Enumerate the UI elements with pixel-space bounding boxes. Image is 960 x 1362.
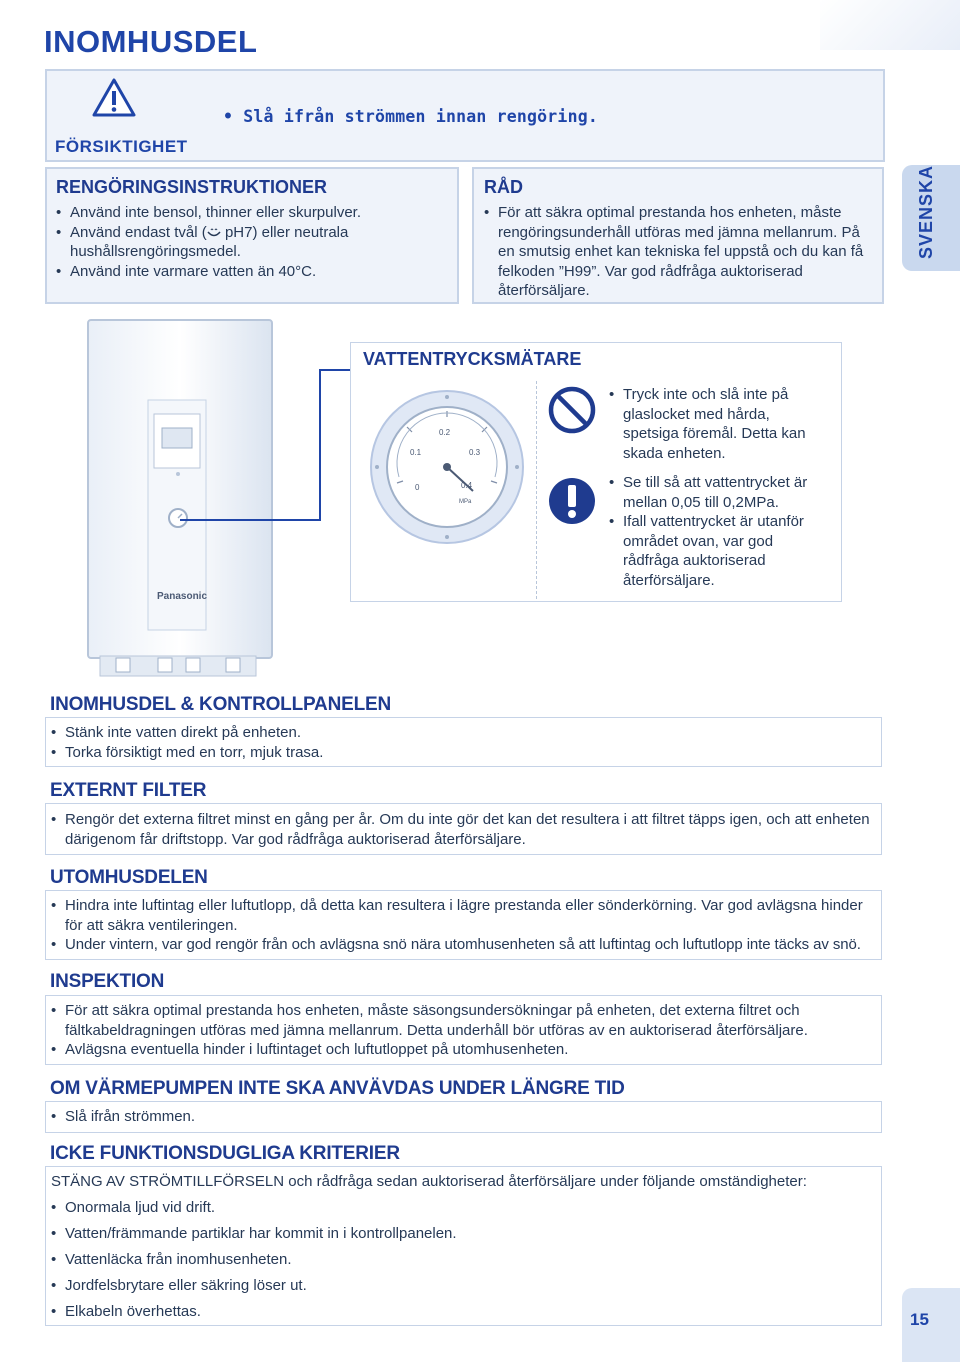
caution-label: FÖRSIKTIGHET	[55, 137, 188, 156]
malfunction-item-2: • Vatten/främmande partiklar har kommit in i kontrollpanelen.	[51, 1224, 871, 1244]
outdoor-item-1: • Hindra inte luftintag eller luftutlopp, då detta kan resultera i lägre prestanda eller sönderkörning. Var god avlägsna hinder för att säkra ventileringen.	[51, 896, 879, 935]
malfunction-list	[51, 1198, 871, 1322]
gauge-warning-item-2: • Ifall vattentrycket är utanför området ovan, var god rådfråga auktoriserad återförsäljare.	[609, 512, 829, 590]
gauge-label-04: 0.4	[461, 481, 473, 490]
caution-box	[45, 69, 885, 162]
malfunction-item-4: • Jordfelsbrytare eller säkring löser ut.	[51, 1276, 871, 1296]
page-number: 15	[910, 1310, 929, 1329]
inspection-box	[45, 995, 882, 1065]
caution-text: • Slå ifrån strömmen innan rengöring.	[223, 107, 598, 126]
bowl-icon	[207, 227, 221, 238]
outdoor-list	[51, 896, 879, 955]
indoor-panel-item-1: • Stänk inte vatten direkt på enheten.	[51, 723, 871, 743]
indoor-panel-list	[51, 723, 871, 762]
cleaning-item-2c: hushållsrengöringsmedel.	[70, 243, 241, 260]
gauge-label-02: 0.2	[439, 428, 451, 437]
indoor-panel-title: INOMHUSDEL & KONTROLLPANELEN	[50, 694, 391, 715]
cleaning-box	[45, 167, 459, 304]
advice-box	[472, 167, 884, 304]
callout-line	[180, 360, 360, 530]
inspection-title: INSPEKTION	[50, 971, 165, 992]
outdoor-item-2: • Under vintern, var god rengör från och avlägsna snö nära utomhusenheten så att luftintag och luftutlopp inte täcks av snö.	[51, 935, 879, 955]
gauge-panel-title: VATTENTRYCKSMÄTARE	[363, 349, 582, 369]
pressure-gauge	[367, 387, 527, 547]
long-unused-box	[45, 1101, 882, 1133]
cleaning-title: RENGÖRINGSINSTRUKTIONER	[56, 177, 328, 197]
gauge-prohibit-item: • Tryck inte och slå inte på glaslocket med hårda, spetsiga föremål. Detta kan skada enheten.	[609, 385, 829, 463]
malfunction-item-5: • Elkabeln överhettas.	[51, 1302, 871, 1322]
long-unused-list	[51, 1107, 871, 1127]
advice-list	[484, 203, 876, 301]
cleaning-item-1: • Använd inte bensol, thinner eller skurpulver.	[56, 203, 456, 223]
cleaning-item-2b: pH7) eller neutrala	[224, 223, 349, 241]
external-filter-item-1: • Rengör det externa filtret minst en gång per år. Om du inte gör det kan det resultera i att filtret täpps igen, och att enheten därigenom får driftstopp. Var god rådfråga auktoriserad återförsäljare.	[51, 810, 877, 849]
gauge-warning-item-1: • Se till så att vattentrycket är mellan 0,05 till 0,2MPa.	[609, 473, 829, 512]
outdoor-box	[45, 890, 882, 960]
inspection-item-2: • Avlägsna eventuella hinder i luftintaget och luftutloppet på utomhusenheten.	[51, 1040, 831, 1060]
page-corner-decoration	[820, 0, 960, 50]
language-tab-label: SVENSKA	[916, 164, 936, 259]
gauge-label-0: 0	[415, 483, 420, 492]
cleaning-list	[56, 203, 456, 281]
outdoor-title: UTOMHUSDELEN	[50, 867, 208, 888]
gauge-panel	[350, 342, 842, 602]
external-filter-box	[45, 803, 882, 855]
prohibition-icon	[547, 385, 597, 435]
cleaning-item-2a: Använd endast tvål (	[70, 223, 207, 241]
advice-title: RÅD	[484, 177, 523, 197]
malfunction-box	[45, 1166, 882, 1326]
gauge-unit: MPa	[459, 499, 472, 505]
gauge-label-01: 0.1	[410, 448, 422, 457]
inspection-list	[51, 1001, 831, 1060]
external-filter-title: EXTERNT FILTER	[50, 780, 207, 801]
cleaning-item-3: • Använd inte varmare vatten än 40°C.	[56, 262, 456, 282]
gauge-label-03: 0.3	[469, 448, 481, 457]
advice-item: • För att säkra optimal prestanda hos enheten, måste rengöringsunderhåll utföras med jämna mellanrum. På en smutsig enhet kan tekniska fel uppstå och du kan få felkoden ”H99”. Var god rådfråga auktoriserad återförsäljare.	[484, 203, 876, 301]
page-number-tab	[902, 1288, 960, 1362]
malfunction-item-1: • Onormala ljud vid drift.	[51, 1198, 871, 1218]
long-unused-title: OM VÄRMEPUMPEN INTE SKA ANVÄVDAS UNDER LÄNGRE TID	[50, 1078, 625, 1099]
inspection-item-1: • För att säkra optimal prestanda hos enheten, måste säsongsundersökningar på enheten, det externa filtret och fältkabeldragningen utföras med jämna mellanrum. Detta underhåll bör utföras av en auktoriserad återförsäljare.	[51, 1001, 831, 1040]
gauge-divider	[536, 381, 537, 599]
indoor-panel-box	[45, 717, 882, 767]
indoor-panel-item-2: • Torka försiktigt med en torr, mjuk trasa.	[51, 743, 871, 763]
gauge-prohibit-list	[609, 385, 829, 463]
malfunction-title: ICKE FUNKTIONSDUGLIGA KRITERIER	[50, 1143, 400, 1164]
malfunction-item-3: • Vattenläcka från inomhusenheten.	[51, 1250, 871, 1270]
page-title: INOMHUSDEL	[44, 24, 258, 59]
gauge-warning-list	[609, 473, 829, 590]
brand-logo: Panasonic	[157, 591, 208, 602]
exclamation-icon	[547, 476, 597, 526]
cleaning-item-2	[56, 223, 456, 262]
external-filter-list	[51, 810, 877, 849]
language-tab	[902, 165, 960, 271]
warning-triangle-icon	[91, 77, 137, 119]
malfunction-intro: STÄNG AV STRÖMTILLFÖRSELN och rådfråga sedan auktoriserad återförsäljare under följande omständigheter:	[51, 1173, 807, 1190]
long-unused-item-1: • Slå ifrån strömmen.	[51, 1107, 871, 1127]
caution-text-value: Slå ifrån strömmen innan rengöring.	[243, 107, 598, 126]
